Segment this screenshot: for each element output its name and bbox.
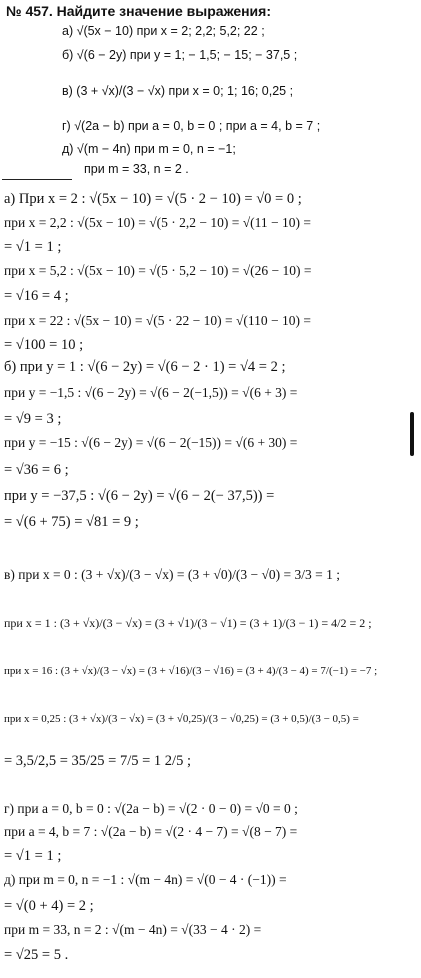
separator-rule (2, 179, 72, 180)
solution-line-15: в) при x = 0 : (3 + √x)/(3 − √x) = (3 + √0)/(3 − √0) = 3/3 = 1 ; (4, 567, 340, 582)
task-e: д) √(m − 4n) при m = 0, n = −1; (62, 142, 236, 156)
solution-line-7: = √100 = 10 ; (4, 337, 84, 353)
solution-line-22: = √1 = 1 ; (4, 848, 62, 864)
solution-line-16: при x = 1 : (3 + √x)/(3 − √x) = (3 + √1)/(3 − √1) = (3 + 1)/(3 − 1) = 4/2 = 2 ; (4, 616, 372, 630)
solution-line-1: а) При x = 2 : √(5x − 10) = √(5 · 2 − 10) = √0 = 0 ; (4, 191, 302, 207)
solution-line-24: = √(0 + 4) = 2 ; (4, 898, 94, 914)
solution-line-23: д) при m = 0, n = −1 : √(m − 4n) = √(0 − 4 · (−1)) = (4, 872, 287, 887)
solution-line-9: при y = −1,5 : √(6 − 2y) = √(6 − 2(−1,5)) = √(6 + 3) = (4, 385, 298, 400)
problem-title: Найдите значение выражения: (56, 3, 271, 19)
solution-line-19: = 3,5/2,5 = 35/25 = 7/5 = 1 2/5 ; (4, 753, 191, 769)
task-d: г) √(2a − b) при a = 0, b = 0 ; при a = 4, b = 7 ; (62, 119, 321, 133)
task-c: в) (3 + √x)/(3 − √x) при x = 0; 1; 16; 0,25 ; (62, 84, 294, 98)
solution-line-5: = √16 = 4 ; (4, 288, 69, 304)
solution-line-12: = √36 = 6 ; (4, 462, 69, 478)
solution-line-14: = √(6 + 75) = √81 = 9 ; (4, 514, 139, 530)
solution-line-13: при y = −37,5 : √(6 − 2y) = √(6 − 2(− 37,5)) = (4, 488, 275, 504)
task-e-continued: при m = 33, n = 2 . (84, 162, 189, 176)
problem-number (6, 2, 271, 20)
solution-line-20: г) при a = 0, b = 0 : √(2a − b) = √(2 · 0 − 0) = √0 = 0 ; (4, 801, 298, 816)
solution-line-3: = √1 = 1 ; (4, 239, 62, 255)
solution-line-26: = √25 = 5 . (4, 947, 69, 963)
solution-line-17: при x = 16 : (3 + √x)/(3 − √x) = (3 + √16)/(3 − √16) = (3 + 4)/(3 − 4) = 7/(−1) = −7 ; (4, 665, 378, 677)
solution-line-18: при x = 0,25 : (3 + √x)/(3 − √x) = (3 + √0,25)/(3 − √0,25) = (3 + 0,5)/(3 − 0,5) = (4, 713, 359, 725)
problem-number-text: № 457. (6, 3, 53, 19)
solution-line-4: при x = 5,2 : √(5x − 10) = √(5 · 5,2 − 10) = √(26 − 10) = (4, 263, 312, 278)
solution-line-6: при x = 22 : √(5x − 10) = √(5 · 22 − 10) = √(110 − 10) = (4, 313, 311, 328)
solution-line-21: при a = 4, b = 7 : √(2a − b) = √(2 · 4 − 7) = √(8 − 7) = (4, 824, 298, 839)
task-a: а) √(5x − 10) при x = 2; 2,2; 5,2; 22 ; (62, 24, 265, 38)
solution-line-2: при x = 2,2 : √(5x − 10) = √(5 · 2,2 − 10) = √(11 − 10) = (4, 215, 311, 230)
solution-line-11: при y = −15 : √(6 − 2y) = √(6 − 2(−15)) = √(6 + 30) = (4, 435, 298, 450)
solution-line-8: б) при y = 1 : √(6 − 2y) = √(6 − 2 · 1) = √4 = 2 ; (4, 359, 286, 375)
solution-line-10: = √9 = 3 ; (4, 411, 62, 427)
margin-mark (410, 412, 414, 456)
task-b: б) √(6 − 2y) при y = 1; − 1,5; − 15; − 37,5 ; (62, 48, 298, 62)
solution-line-25: при m = 33, n = 2 : √(m − 4n) = √(33 − 4 · 2) = (4, 922, 262, 937)
